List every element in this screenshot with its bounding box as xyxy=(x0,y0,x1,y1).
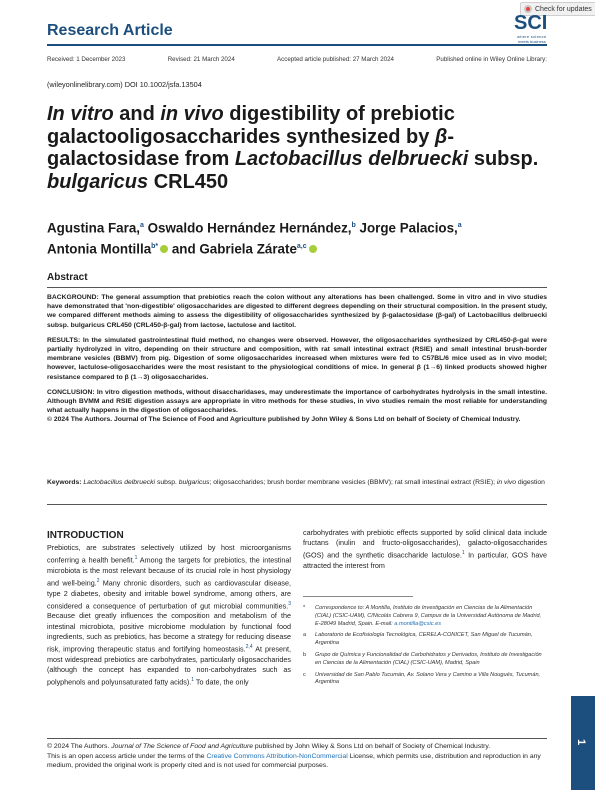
sci-logo-mark: SCI xyxy=(514,12,548,34)
title-part: -galactosidase from xyxy=(47,125,455,170)
title-part: bulgaricus xyxy=(47,170,149,193)
body-text: carbohydrates with prebiotic effects supported by solid clinical data include fructans (inulin and fructo-oligosaccharides), galacto-oligosaccharides (GOS) and the synthetic disaccharide lactulose. xyxy=(303,528,547,560)
affiliation-b xyxy=(303,652,547,668)
footnote-mark: a xyxy=(303,632,307,639)
title-part: In vitro xyxy=(47,103,114,125)
affiliation-mark[interactable]: a xyxy=(457,222,462,229)
abstract-body xyxy=(47,293,547,431)
footer-divider xyxy=(47,738,547,739)
abstract-heading: Abstract xyxy=(47,272,88,283)
affiliation-mark[interactable]: b* xyxy=(151,243,159,251)
abstract-background: BACKGROUND: The general assumption that prebiotics reach the colon without any alterations has been challenged. Some in vitro and in vivo studies have demonstrated that 'non-digestible' oligosaccharides are digested to different degrees depending on their structural composition. In the present study, we compared different methods aiming to assess the digestibility of oligosaccharides synthesized by β-galactosidase (β-gal) of Lactobacillus delbruecki subsp. bulgaricus CRL450 (CRL450-β-gal) from lactose, lactulose and lactitol. xyxy=(47,294,547,329)
received-date: Received: 1 December 2023 xyxy=(47,56,126,63)
publication-dates xyxy=(47,56,547,63)
published-online: Published online in Wiley Online Library: xyxy=(436,56,547,63)
page-number-tab xyxy=(571,696,595,790)
keywords-divider xyxy=(47,504,547,505)
revised-date: Revised: 21 March 2024 xyxy=(167,56,235,63)
footnote-text: Grupo de Química y Funcionalidad de Carbohidratos y Derivados, Instituto de Investigación en Ciencias de la Alimentación (CIAL) (CSIC-UAM), Madrid, Spain xyxy=(315,651,542,666)
affiliation-c xyxy=(303,672,547,688)
orcid-icon[interactable] xyxy=(160,245,168,253)
footnote-text: Laboratorio de Ecofisiología Tecnológica, CERELA-CONICET, San Miguel de Tucumán, Argentina xyxy=(315,632,533,647)
keyword: subsp. xyxy=(155,479,179,486)
title-part: CRL450 xyxy=(148,170,229,193)
author-name: and Gabriela Zárate xyxy=(168,241,297,257)
keywords xyxy=(47,478,547,487)
footer-text: This is an open access article under the terms of the xyxy=(47,752,207,760)
citation-link[interactable]: 1 xyxy=(461,550,465,557)
citation-link[interactable]: 1 xyxy=(134,555,138,562)
author-list xyxy=(47,216,547,259)
author-name: Agustina Fara, xyxy=(47,220,141,236)
article-type-label: Research Article xyxy=(47,22,173,39)
body-text: At present, most widespread prebiotics are carbohydrates, particularly oligosaccharides (although the concept has expanded to non-carbohydrates such as polyphenols and polyunsaturated fatty acids). xyxy=(47,644,291,687)
title-part: digestibility of prebiotic galactooligosaccharides synthesized by xyxy=(47,103,455,148)
accepted-date: Accepted article published: 27 March 2024 xyxy=(277,56,394,63)
footnote-divider xyxy=(303,596,413,597)
correspondence-text: Correspondence to: A Montilla, Instituto de Investigación en Ciencias de la Alimentación (CIAL) (CSIC-UAM), C/Nicolás Cabrera 9, Campus de la Universidad Autónoma de Madrid, E-28049 Madrid, Spain. E-mail: xyxy=(315,605,542,627)
keyword: bulgaricus xyxy=(178,479,210,486)
footer-text: License, which permits use, distribution and reproduction in any medium, provided the original work is properly cited and is not used for commercial purposes. xyxy=(47,752,541,769)
license-link[interactable]: Creative Commons Attribution-NonCommercial xyxy=(206,752,348,760)
check-for-updates-label: Check for updates xyxy=(535,5,592,13)
title-part: β xyxy=(434,125,448,148)
body-text: To date, the only xyxy=(194,677,249,687)
introduction-left-column xyxy=(47,543,291,688)
author-name: Antonia Montilla xyxy=(47,241,152,257)
orcid-icon[interactable] xyxy=(309,245,317,253)
doi-line[interactable]: (wileyonlinelibrary.com) DOI 10.1002/jsfa.13504 xyxy=(47,80,202,89)
affiliation-a xyxy=(303,632,547,648)
body-text: Prebiotics, are substrates selectively utilized by host microorganisms conferring a health benefit. xyxy=(47,543,291,565)
keyword: ; oligosaccharides; brush border membrane vesicles (BBMV); rat small intestinal extract (RSIE); xyxy=(209,479,497,486)
title-part: and xyxy=(113,103,161,125)
citation-link[interactable]: 1 xyxy=(191,677,195,683)
citation-link[interactable]: 2 xyxy=(96,578,100,584)
footnote-mark: c xyxy=(303,671,306,678)
body-text: In particular, GOS have attracted the interest from xyxy=(303,550,547,570)
correspondence-note xyxy=(303,605,547,628)
header-divider xyxy=(47,44,547,46)
abstract-copyright: © 2024 The Authors. Journal of The Science of Food and Agriculture published by John Wiley & Sons Ltd on behalf of Society of Chemical Industry. xyxy=(47,416,521,424)
footnote-mark: * xyxy=(303,605,306,611)
affiliation-mark[interactable]: a xyxy=(140,222,144,229)
citation-link[interactable]: 2,4 xyxy=(245,644,253,650)
keyword: in vivo xyxy=(496,479,516,486)
footnote-mark: b xyxy=(303,651,307,658)
journal-name: Journal of The Science of Food and Agriculture xyxy=(111,743,254,750)
footer-text: © 2024 The Authors. xyxy=(47,743,112,750)
citation-link[interactable]: 3 xyxy=(288,600,291,607)
footer-open-access xyxy=(47,752,547,771)
author-name: Jorge Palacios, xyxy=(355,220,458,236)
footnote-text: Universidad de San Pablo Tucumán, Av. Solano Vera y Camino a Villa Nougués, Tucumán, Argentina xyxy=(315,671,541,686)
abstract-results: RESULTS: In the simulated gastrointestinal fluid method, no changes were observed. However, the oligosaccharides synthesized by CRL450-β-gal were partially hydrolyzed in vitro, depending on their structure and composition, with rat small intestinal extract (RSIE) and small intestinal brush-border membrane vesicles (BBMV) from pig. Digestion of some oligosaccharides increased when mixtures were fed to C57BL/6 mice used as in vivo model; however, lactulose-oligosaccharides were the most resistant to the physiological conditions of mice. In general β (1→6) linked products showed higher resistance compared to β (1→3) oligosaccharides. xyxy=(47,336,547,381)
keyword: Lactobacillus delbruecki xyxy=(83,479,156,486)
article-title xyxy=(47,103,547,193)
affiliation-mark[interactable]: b xyxy=(351,222,356,229)
footer-copyright xyxy=(47,742,547,752)
footnote-text xyxy=(315,605,547,628)
title-part: Lactobacillus delbruecki xyxy=(234,148,469,170)
abstract-conclusion: CONCLUSION: In vitro digestion methods, without disaccharidases, may underestimate the importance of carbohydrates hydrolysis in the small intestine. Although BVMM and RSIE digestion assays are appropriate in vitro methods for these studies, in vivo studies remain the most reliable for understanding what actually happens in the digestion of oligosaccharides. xyxy=(47,388,547,415)
keyword: digestion xyxy=(515,479,545,486)
body-text: Among the targets for prebiotics, the intestinal microbiota is the most relevant because of its crucial role in host physiology and well-being. xyxy=(47,555,291,588)
email-link[interactable]: a.montilla@csic.es xyxy=(394,620,442,627)
sci-logo-line1: where science xyxy=(517,34,547,39)
footer-license xyxy=(47,742,547,771)
sci-logo xyxy=(510,12,550,44)
abstract-divider xyxy=(47,287,547,288)
body-text: Many chronic disorders, such as cardiovascular disease, type 2 diabetes, obesity and irritable bowel syndrome, among others, are considered a consequence of perturbation of gut microbial communities. xyxy=(47,578,291,611)
introduction-heading: INTRODUCTION xyxy=(47,530,124,541)
title-part: subsp. xyxy=(468,148,539,170)
author-name: Oswaldo Hernández Hernández, xyxy=(143,220,352,236)
title-part: in vivo xyxy=(160,103,224,125)
footnotes xyxy=(303,605,547,691)
sci-logo-line2: meets business xyxy=(518,39,546,44)
page-number: 1 xyxy=(575,738,588,746)
affiliation-mark[interactable]: a,c xyxy=(296,243,307,251)
body-text: Because diet greatly influences the composition and metabolism of the intestinal microbiota, positive microbiome modulation by functional food ingredients, such as prebiotics, has become a strategy for reducing disease risk, improving therapeutic status and fortifying homeostasis. xyxy=(47,611,291,654)
keywords-label: Keywords: xyxy=(47,479,84,486)
introduction-right-column xyxy=(303,528,547,571)
footer-text: published by John Wiley & Sons Ltd on behalf of Society of Chemical Industry. xyxy=(253,743,491,750)
